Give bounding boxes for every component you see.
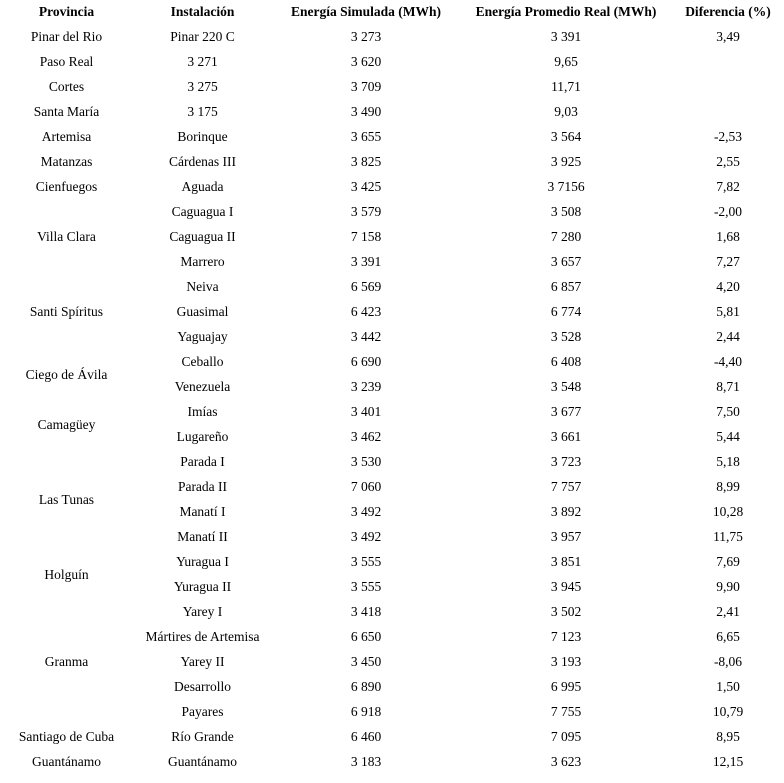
provincia-cell: Holguín bbox=[44, 566, 89, 582]
energia-simulada-cell: 3 462 bbox=[350, 429, 382, 445]
energia-simulada-cell: 6 690 bbox=[350, 354, 382, 370]
energia-simulada-cell: 3 655 bbox=[350, 129, 382, 145]
instalacion-cell: Yuragua I bbox=[176, 554, 229, 570]
energia-simulada-cell: 3 450 bbox=[350, 654, 382, 670]
diferencia-cell: 2,55 bbox=[716, 154, 740, 170]
table-row bbox=[0, 75, 784, 100]
provincia-cell: Paso Real bbox=[39, 54, 94, 70]
table-row bbox=[0, 150, 784, 175]
provincia-cell: Granma bbox=[44, 654, 89, 670]
provincia-cell: Villa Clara bbox=[37, 229, 96, 245]
instalacion-cell: Yarey II bbox=[180, 654, 225, 670]
energia-real-cell: 3 564 bbox=[550, 129, 582, 145]
energia-real-cell: 9,65 bbox=[554, 54, 578, 70]
energia-real-cell: 3 193 bbox=[550, 654, 582, 670]
energia-simulada-cell: 6 890 bbox=[350, 679, 382, 695]
table-row bbox=[0, 350, 784, 375]
energia-simulada-cell: 3 442 bbox=[350, 329, 382, 345]
energia-simulada-cell: 3 183 bbox=[350, 754, 382, 770]
instalacion-cell: Lugareño bbox=[176, 429, 229, 445]
energia-real-cell: 3 925 bbox=[550, 154, 582, 170]
energia-real-cell: 6 408 bbox=[550, 354, 582, 370]
energia-simulada-cell: 3 825 bbox=[350, 154, 382, 170]
energia-simulada-cell: 6 650 bbox=[350, 629, 382, 645]
table-row bbox=[0, 750, 784, 775]
energia-simulada-cell: 6 569 bbox=[350, 279, 382, 295]
table-row bbox=[0, 400, 784, 425]
provincia-cell: Artemisa bbox=[41, 129, 92, 145]
energia-simulada-cell: 6 918 bbox=[350, 704, 382, 720]
diferencia-cell: 12,15 bbox=[712, 754, 744, 770]
diferencia-cell bbox=[672, 100, 784, 125]
instalacion-cell: Manatí II bbox=[177, 529, 228, 545]
diferencia-cell: 8,71 bbox=[716, 379, 740, 395]
instalacion-cell: Manatí I bbox=[179, 504, 226, 520]
instalacion-cell: Parada I bbox=[180, 454, 225, 470]
instalacion-cell: Pinar 220 C bbox=[170, 29, 235, 45]
energia-real-cell: 3 548 bbox=[550, 379, 582, 395]
energia-simulada-cell: 7 158 bbox=[350, 229, 382, 245]
instalacion-cell: Yarey I bbox=[182, 604, 223, 620]
table-row bbox=[0, 200, 784, 225]
table-row bbox=[0, 175, 784, 200]
instalacion-cell: Desarrollo bbox=[174, 679, 231, 695]
table-row bbox=[0, 100, 784, 125]
energia-simulada-cell: 3 530 bbox=[350, 454, 382, 470]
instalacion-cell: Venezuela bbox=[174, 379, 231, 395]
energia-real-cell: 7 123 bbox=[550, 629, 582, 645]
energia-real-cell: 6 774 bbox=[550, 304, 582, 320]
energia-real-cell: 7 755 bbox=[550, 704, 582, 720]
energia-real-cell: 7 757 bbox=[550, 479, 582, 495]
provincia-cell: Santiago de Cuba bbox=[18, 729, 115, 745]
energia-real-cell: 3 851 bbox=[550, 554, 582, 570]
energia-simulada-cell: 3 239 bbox=[350, 379, 382, 395]
diferencia-cell: 2,44 bbox=[716, 329, 740, 345]
instalacion-cell: Río Grande bbox=[171, 729, 234, 745]
diferencia-cell: -4,40 bbox=[713, 354, 743, 370]
instalacion-cell: Yaguajay bbox=[177, 329, 228, 345]
diferencia-cell: 7,82 bbox=[716, 179, 740, 195]
provincia-cell: Ciego de Ávila bbox=[25, 366, 108, 382]
instalacion-cell: Marrero bbox=[180, 254, 225, 270]
diferencia-cell: -2,53 bbox=[713, 129, 743, 145]
diferencia-cell: 8,95 bbox=[716, 729, 740, 745]
instalacion-cell: Yuragua II bbox=[173, 579, 232, 595]
energia-simulada-cell: 3 709 bbox=[350, 79, 382, 95]
diferencia-cell: 1,68 bbox=[716, 229, 740, 245]
energia-real-cell: 3 723 bbox=[550, 454, 582, 470]
energia-simulada-cell: 3 620 bbox=[350, 54, 382, 70]
instalacion-cell: Guantánamo bbox=[168, 754, 237, 770]
energia-real-cell: 11,71 bbox=[551, 79, 581, 95]
diferencia-cell: 10,28 bbox=[712, 504, 744, 520]
energia-real-cell: 3 7156 bbox=[547, 179, 585, 195]
header-provincia: Provincia bbox=[38, 4, 95, 20]
provincia-cell: Santa María bbox=[33, 104, 100, 120]
energia-real-cell: 3 661 bbox=[550, 429, 582, 445]
instalacion-cell: Borinque bbox=[177, 129, 228, 145]
table-row bbox=[0, 125, 784, 150]
provincia-cell: Las Tunas bbox=[38, 491, 95, 507]
energia-real-cell: 7 280 bbox=[550, 229, 582, 245]
instalacion-cell: Cárdenas III bbox=[168, 154, 237, 170]
instalacion-cell: 3 271 bbox=[187, 54, 218, 70]
energia-real-cell: 3 508 bbox=[550, 204, 582, 220]
diferencia-cell: 6,65 bbox=[716, 629, 740, 645]
table-body bbox=[0, 25, 784, 775]
energia-real-cell: 3 945 bbox=[550, 579, 582, 595]
diferencia-cell: 9,90 bbox=[716, 579, 740, 595]
diferencia-cell: 11,75 bbox=[713, 529, 743, 545]
diferencia-cell bbox=[672, 75, 784, 100]
energia-real-cell: 3 657 bbox=[550, 254, 582, 270]
diferencia-cell: 4,20 bbox=[716, 279, 740, 295]
table-row bbox=[0, 50, 784, 75]
diferencia-cell: 8,99 bbox=[716, 479, 740, 495]
diferencia-cell: 1,50 bbox=[716, 679, 740, 695]
energia-simulada-cell: 3 579 bbox=[350, 204, 382, 220]
header-diferencia: Diferencia (%) bbox=[685, 4, 771, 20]
energia-real-cell: 3 391 bbox=[550, 29, 582, 45]
diferencia-cell: 5,81 bbox=[716, 304, 740, 320]
header-energia-promedio-real: Energía Promedio Real (MWh) bbox=[475, 4, 657, 20]
provincia-cell: Cortes bbox=[48, 79, 85, 95]
energia-simulada-cell: 3 492 bbox=[350, 504, 382, 520]
instalacion-cell: Ceballo bbox=[181, 354, 224, 370]
table-row bbox=[0, 450, 784, 475]
diferencia-cell: -2,00 bbox=[713, 204, 743, 220]
diferencia-cell: 2,41 bbox=[716, 604, 740, 620]
provincia-cell: Guantánamo bbox=[32, 754, 101, 770]
energia-real-cell: 3 677 bbox=[550, 404, 582, 420]
provincia-cell: Cienfuegos bbox=[35, 179, 98, 195]
table-header-row bbox=[0, 0, 784, 25]
table-row bbox=[0, 275, 784, 300]
instalacion-cell: Caguagua I bbox=[171, 204, 234, 220]
instalacion-cell: Neiva bbox=[186, 279, 219, 295]
diferencia-cell: 7,27 bbox=[716, 254, 740, 270]
energia-real-cell: 3 502 bbox=[550, 604, 582, 620]
diferencia-cell: 10,79 bbox=[712, 704, 744, 720]
instalacion-cell: Imías bbox=[187, 404, 218, 420]
energia-simulada-cell: 3 273 bbox=[350, 29, 382, 45]
instalacion-cell: Mártires de Artemisa bbox=[145, 629, 260, 645]
instalacion-cell: 3 175 bbox=[187, 104, 218, 120]
energia-simulada-cell: 3 401 bbox=[350, 404, 382, 420]
provincia-cell: Pinar del Rio bbox=[30, 29, 103, 45]
energia-real-cell: 7 095 bbox=[550, 729, 582, 745]
diferencia-cell: 3,49 bbox=[716, 29, 740, 45]
energia-real-cell: 3 623 bbox=[550, 754, 582, 770]
instalacion-cell: Caguagua II bbox=[169, 229, 236, 245]
energia-real-cell: 9,03 bbox=[554, 104, 578, 120]
instalacion-cell: 3 275 bbox=[187, 79, 218, 95]
energia-simulada-cell: 6 423 bbox=[350, 304, 382, 320]
energia-real-cell: 6 995 bbox=[550, 679, 582, 695]
energia-real-cell: 6 857 bbox=[550, 279, 582, 295]
energia-real-cell: 3 528 bbox=[550, 329, 582, 345]
table-row bbox=[0, 550, 784, 575]
energia-simulada-cell: 3 492 bbox=[350, 529, 382, 545]
energia-simulada-cell: 3 555 bbox=[350, 554, 382, 570]
instalacion-cell: Guasimal bbox=[176, 304, 229, 320]
energia-simulada-cell: 6 460 bbox=[350, 729, 382, 745]
table-row bbox=[0, 725, 784, 750]
diferencia-cell bbox=[672, 50, 784, 75]
energia-simulada-cell: 3 391 bbox=[350, 254, 382, 270]
header-instalacion: Instalación bbox=[170, 4, 235, 20]
table-row bbox=[0, 25, 784, 50]
diferencia-cell: 5,18 bbox=[716, 454, 740, 470]
diferencia-cell: 5,44 bbox=[716, 429, 740, 445]
provincia-cell: Matanzas bbox=[40, 154, 93, 170]
header-energia-simulada: Energía Simulada (MWh) bbox=[290, 4, 441, 20]
instalacion-cell: Parada II bbox=[177, 479, 228, 495]
energia-simulada-cell: 3 418 bbox=[350, 604, 382, 620]
energia-simulada-cell: 3 490 bbox=[350, 104, 382, 120]
diferencia-cell: 7,50 bbox=[716, 404, 740, 420]
energia-simulada-cell: 3 425 bbox=[350, 179, 382, 195]
provincia-cell: Camagüey bbox=[37, 416, 96, 432]
diferencia-cell: -8,06 bbox=[713, 654, 743, 670]
energia-simulada-cell: 3 555 bbox=[350, 579, 382, 595]
table-row bbox=[0, 600, 784, 625]
provincia-cell: Santi Spíritus bbox=[29, 304, 104, 320]
diferencia-cell: 7,69 bbox=[716, 554, 740, 570]
energia-real-cell: 3 892 bbox=[550, 504, 582, 520]
energia-real-cell: 3 957 bbox=[550, 529, 582, 545]
energia-simulada-cell: 7 060 bbox=[350, 479, 382, 495]
instalacion-cell: Payares bbox=[181, 704, 224, 720]
instalacion-cell: Aguada bbox=[181, 179, 224, 195]
